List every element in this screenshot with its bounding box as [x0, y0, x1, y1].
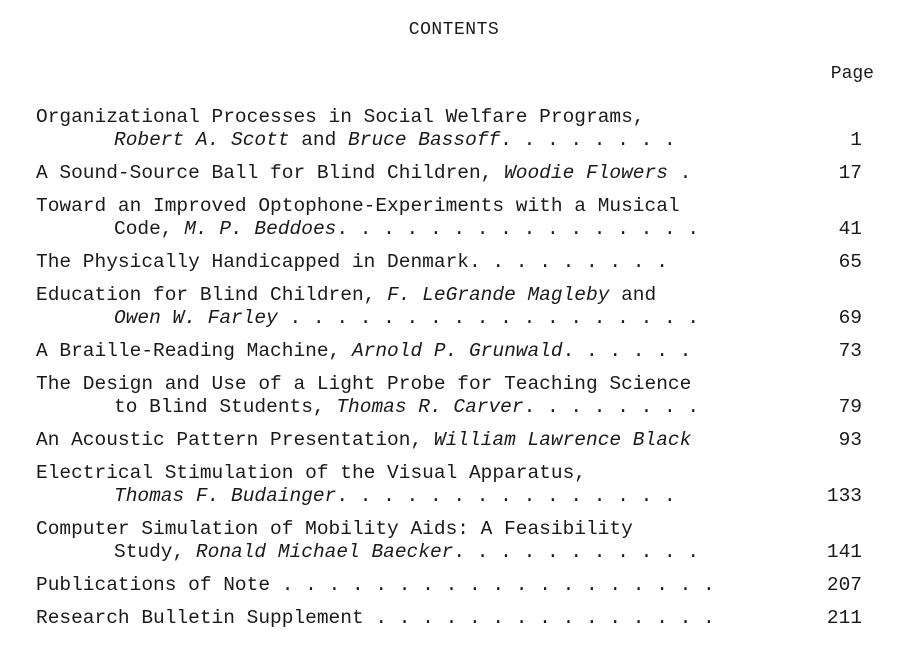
page-number: 69 [838, 307, 862, 329]
toc-entry-line [36, 485, 866, 508]
entry-title-text: The Design and Use of a Light Probe for Teaching Science [36, 373, 692, 395]
dot-leader: . . . . . . . . . . . . . . . [363, 607, 715, 629]
toc-entry-line [36, 518, 866, 541]
toc-entry[interactable] [36, 518, 866, 564]
toc-entry[interactable] [36, 574, 866, 597]
entry-author: Robert A. Scott [114, 129, 290, 151]
dot-leader: . . . . . . . . . . . . . . . . . . [277, 307, 700, 329]
page-number: 141 [826, 541, 862, 563]
entry-title-text: Electrical Stimulation of the Visual Apparatus, [36, 462, 586, 484]
toc-entry-line [36, 340, 866, 363]
toc-entry[interactable] [36, 162, 866, 185]
toc-entry[interactable] [36, 284, 866, 330]
entry-title-text: The Physically Handicapped in Denmark [36, 251, 469, 273]
entry-title-text: Education for Blind Children, [36, 284, 388, 306]
toc-entry[interactable] [36, 462, 866, 508]
entry-title-text: An Acoustic Pattern Presentation, [36, 429, 434, 451]
toc-entry[interactable] [36, 195, 866, 241]
toc-entry[interactable] [36, 607, 866, 630]
dot-leader: . . . . . . [562, 340, 692, 362]
entry-author: Arnold P. Grunwald [351, 340, 563, 362]
page-title: CONTENTS [408, 20, 500, 40]
entry-title-text: Organizational Processes in Social Welfare Programs, [36, 106, 645, 128]
entry-author: William Lawrence Black [433, 429, 692, 451]
page-number: 65 [838, 251, 862, 273]
entry-author: Bruce Bassoff [348, 129, 501, 151]
entry-author: Thomas F. Budainger [114, 485, 337, 507]
toc-entry-line [36, 607, 866, 630]
entry-author: Woodie Flowers [504, 162, 668, 184]
table-of-contents [36, 106, 866, 640]
page-number: 211 [826, 607, 862, 629]
dot-leader: . . . . . . . . [500, 129, 676, 151]
dot-leader: . . . . . . . . . . . [453, 541, 700, 563]
toc-entry-line [36, 162, 866, 185]
entry-title-text: Computer Simulation of Mobility Aids: A Feasibility [36, 518, 633, 540]
dot-leader: . . . . . . . . . [468, 251, 668, 273]
page-number: 1 [850, 129, 862, 151]
entry-author: Ronald Michael Baecker [195, 541, 454, 563]
toc-entry-line [36, 284, 866, 307]
entry-author: F. LeGrande Magleby [387, 284, 610, 306]
dot-leader: . . . . . . . . . . . . . . . . [336, 218, 700, 240]
entry-title-text: Toward an Improved Optophone-Experiments with a Musical [36, 195, 680, 217]
entry-title-text: and [289, 129, 349, 151]
toc-entry-line [36, 106, 866, 129]
entry-author: M. P. Beddoes [184, 218, 337, 240]
page-number: 133 [826, 485, 862, 507]
page-number: 17 [838, 162, 862, 184]
entry-author: Thomas R. Carver [336, 396, 524, 418]
toc-entry-line [36, 195, 866, 218]
toc-entry-line [36, 396, 866, 419]
entry-title-text: Publications of Note [36, 574, 271, 596]
entry-title-text: A Sound-Source Ball for Blind Children, [36, 162, 505, 184]
toc-entry[interactable] [36, 106, 866, 152]
entry-title-text: to Blind Students, [114, 396, 337, 418]
dot-leader: . . . . . . . . [523, 396, 700, 418]
toc-entry-line [36, 251, 866, 274]
toc-entry-line [36, 574, 866, 597]
toc-entry-line [36, 429, 866, 452]
page-number: 93 [838, 429, 862, 451]
toc-entry-line [36, 129, 866, 152]
entry-title-text: and [609, 284, 657, 306]
toc-entry[interactable] [36, 340, 866, 363]
page-number: 73 [838, 340, 862, 362]
entry-title-text: Study, [114, 541, 196, 563]
page-column-label: Page [830, 64, 874, 84]
toc-entry[interactable] [36, 429, 866, 452]
toc-entry[interactable] [36, 373, 866, 419]
entry-title-text: Research Bulletin Supplement [36, 607, 364, 629]
toc-entry-line [36, 307, 866, 330]
toc-entry-line [36, 541, 866, 564]
page-number: 207 [826, 574, 862, 596]
toc-entry-line [36, 373, 866, 396]
toc-entry-line [36, 218, 866, 241]
page-number: 41 [838, 218, 862, 240]
dot-leader: . [667, 162, 692, 184]
entry-title-text: A Braille-Reading Machine, [36, 340, 352, 362]
entry-author: Owen W. Farley [114, 307, 278, 329]
entry-title-text: Code, [114, 218, 185, 240]
dot-leader: . . . . . . . . . . . . . . . [336, 485, 676, 507]
toc-entry[interactable] [36, 251, 866, 274]
dot-leader: . . . . . . . . . . . . . . . . . . . [270, 574, 715, 596]
page-number: 79 [838, 396, 862, 418]
toc-entry-line [36, 462, 866, 485]
